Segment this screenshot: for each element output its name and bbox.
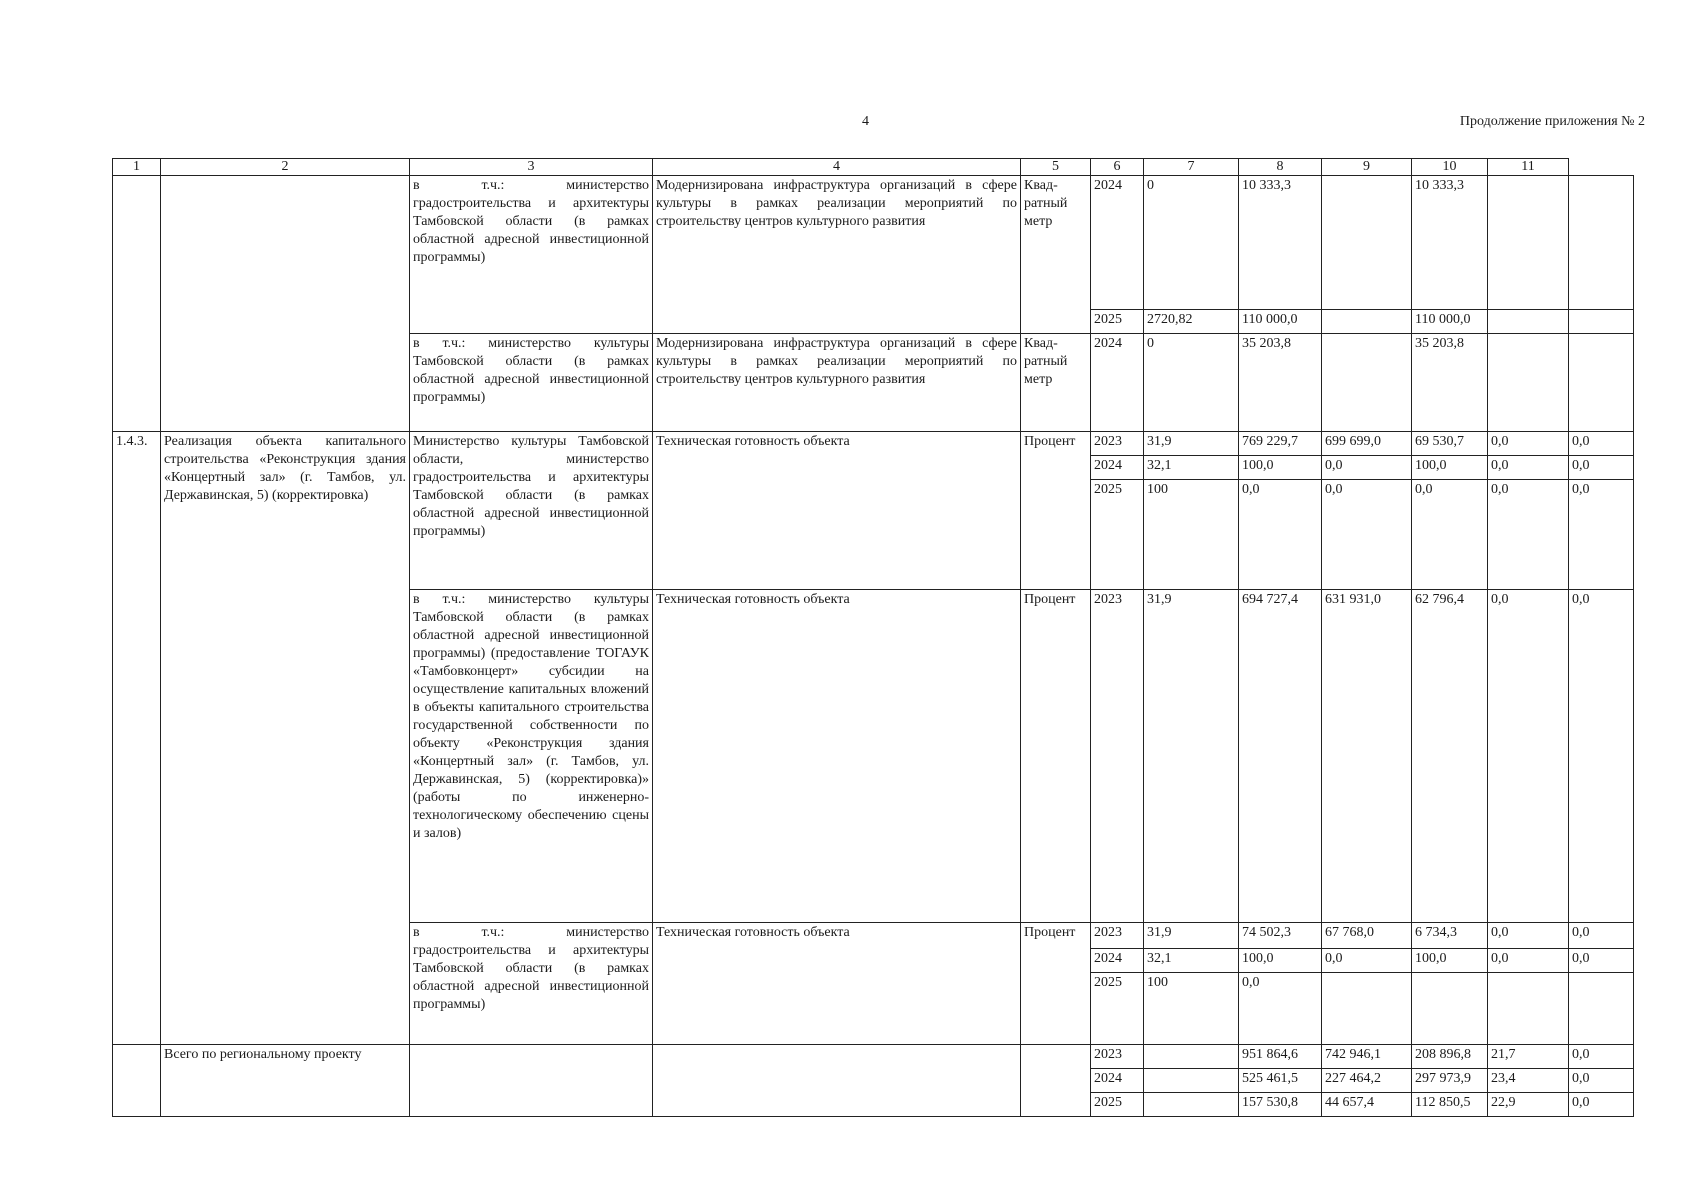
year-cell: 2024 xyxy=(1091,176,1144,310)
number-cell xyxy=(113,176,161,432)
value-cell: 0,0 xyxy=(1569,456,1634,480)
unit-cell: Квад-ратный метр xyxy=(1021,334,1091,432)
year-cell: 2025 xyxy=(1091,310,1144,334)
value-cell xyxy=(1569,973,1634,1045)
unit-cell: Процент xyxy=(1021,432,1091,590)
value-cell: 0,0 xyxy=(1488,432,1569,456)
table-row xyxy=(113,176,1634,310)
result-cell xyxy=(653,1045,1021,1117)
value-cell xyxy=(1322,973,1412,1045)
col-header: 8 xyxy=(1239,159,1322,176)
value-cell: 631 931,0 xyxy=(1322,590,1412,923)
value-cell: 227 464,2 xyxy=(1322,1069,1412,1093)
number-cell: 1.4.3. xyxy=(113,432,161,1045)
year-cell: 2023 xyxy=(1091,1045,1144,1069)
value-cell: 694 727,4 xyxy=(1239,590,1322,923)
value-cell: 0,0 xyxy=(1569,432,1634,456)
value-cell: 208 896,8 xyxy=(1412,1045,1488,1069)
value-cell xyxy=(1569,334,1634,432)
executor-cell: в т.ч.: министерство культуры Тамбовской области (в рамках областной адресной инвестиционной программы) (предоставление ТОГАУК «Тамбовконцерт» субсидии на осуществление капитальных вложений в объекты капитального строительства государственной собственности по объекту «Реконструкция здания «Концертный зал» (г. Тамбов, ул. Державинская, 5) (корректировка)» (работы по инженерно-технологическому обеспечению сцены и залов) xyxy=(410,590,653,923)
value-cell: 0,0 xyxy=(1488,923,1569,949)
year-cell: 2024 xyxy=(1091,334,1144,432)
result-cell: Техническая готовность объекта xyxy=(653,432,1021,590)
table-row xyxy=(113,432,1634,456)
value-cell xyxy=(1412,973,1488,1045)
table-row xyxy=(113,1045,1634,1069)
col-header: 3 xyxy=(410,159,653,176)
executor-cell: в т.ч.: министерство культуры Тамбовской области (в рамках областной адресной инвестиционной программы) xyxy=(410,334,653,432)
value-cell: 112 850,5 xyxy=(1412,1093,1488,1117)
value-cell: 23,4 xyxy=(1488,1069,1569,1093)
value-cell: 32,1 xyxy=(1144,949,1239,973)
col-header: 5 xyxy=(1021,159,1091,176)
value-cell xyxy=(1322,176,1412,310)
value-cell: 35 203,8 xyxy=(1239,334,1322,432)
value-cell: 31,9 xyxy=(1144,590,1239,923)
value-cell xyxy=(1144,1069,1239,1093)
value-cell: 35 203,8 xyxy=(1412,334,1488,432)
value-cell xyxy=(1322,310,1412,334)
col-header: 1 xyxy=(113,159,161,176)
value-cell: 0,0 xyxy=(1569,923,1634,949)
value-cell: 2720,82 xyxy=(1144,310,1239,334)
result-cell: Модернизирована инфраструктура организаций в сфере культуры в рамках реализации мероприятий по строительству центров культурного развития xyxy=(653,176,1021,334)
value-cell: 100,0 xyxy=(1412,456,1488,480)
year-cell: 2025 xyxy=(1091,1093,1144,1117)
value-cell: 0,0 xyxy=(1322,456,1412,480)
result-cell: Техническая готовность объекта xyxy=(653,590,1021,923)
value-cell: 21,7 xyxy=(1488,1045,1569,1069)
value-cell: 0,0 xyxy=(1239,480,1322,590)
page-number: 4 xyxy=(862,114,869,129)
value-cell: 157 530,8 xyxy=(1239,1093,1322,1117)
unit-cell: Квад-ратный метр xyxy=(1021,176,1091,334)
year-cell: 2023 xyxy=(1091,923,1144,949)
value-cell: 100 xyxy=(1144,480,1239,590)
value-cell: 0,0 xyxy=(1569,1069,1634,1093)
value-cell: 100,0 xyxy=(1239,949,1322,973)
value-cell: 100 xyxy=(1144,973,1239,1045)
executor-cell: в т.ч.: министерство градостроительства и архитектуры Тамбовской области (в рамках областной адресной инвестиционной программы) xyxy=(410,923,653,1045)
result-cell: Техническая готовность объекта xyxy=(653,923,1021,1045)
value-cell: 0,0 xyxy=(1322,949,1412,973)
value-cell: 110 000,0 xyxy=(1239,310,1322,334)
value-cell: 69 530,7 xyxy=(1412,432,1488,456)
year-cell: 2025 xyxy=(1091,480,1144,590)
value-cell: 110 000,0 xyxy=(1412,310,1488,334)
name-cell: Реализация объекта капитального строительства «Реконструкция здания «Концертный зал» (г. Тамбов, ул. Державинская, 5) (корректировка) xyxy=(161,432,410,1045)
value-cell: 62 796,4 xyxy=(1412,590,1488,923)
total-label: Всего по региональному проекту xyxy=(161,1045,410,1117)
col-header: 4 xyxy=(653,159,1021,176)
value-cell: 100,0 xyxy=(1412,949,1488,973)
value-cell xyxy=(1569,310,1634,334)
executor-cell: Министерство культуры Тамбовской области, министерство градостроительства и архитектуры Тамбовской области (в рамках областной адресной инвестиционной программы) xyxy=(410,432,653,590)
value-cell: 525 461,5 xyxy=(1239,1069,1322,1093)
value-cell: 6 734,3 xyxy=(1412,923,1488,949)
col-header: 11 xyxy=(1488,159,1569,176)
value-cell: 0,0 xyxy=(1488,590,1569,923)
value-cell xyxy=(1144,1093,1239,1117)
value-cell xyxy=(1322,334,1412,432)
year-cell: 2023 xyxy=(1091,590,1144,923)
value-cell: 0,0 xyxy=(1488,456,1569,480)
unit-cell: Процент xyxy=(1021,923,1091,1045)
program-table xyxy=(112,158,1634,1117)
value-cell xyxy=(1488,334,1569,432)
executor-cell: в т.ч.: министерство градостроительства и архитектуры Тамбовской области (в рамках областной адресной инвестиционной программы) xyxy=(410,176,653,334)
year-cell: 2024 xyxy=(1091,456,1144,480)
value-cell: 0,0 xyxy=(1322,480,1412,590)
value-cell: 297 973,9 xyxy=(1412,1069,1488,1093)
value-cell: 0,0 xyxy=(1488,480,1569,590)
column-number-row xyxy=(113,159,1634,176)
executor-cell xyxy=(410,1045,653,1117)
value-cell: 0,0 xyxy=(1488,949,1569,973)
col-header: 9 xyxy=(1322,159,1412,176)
result-cell: Модернизирована инфраструктура организаций в сфере культуры в рамках реализации мероприятий по строительству центров культурного развития xyxy=(653,334,1021,432)
col-header: 6 xyxy=(1091,159,1144,176)
number-cell xyxy=(113,1045,161,1117)
unit-cell: Процент xyxy=(1021,590,1091,923)
value-cell: 0,0 xyxy=(1569,1093,1634,1117)
value-cell: 0 xyxy=(1144,334,1239,432)
value-cell: 699 699,0 xyxy=(1322,432,1412,456)
value-cell: 0,0 xyxy=(1569,480,1634,590)
year-cell: 2024 xyxy=(1091,1069,1144,1093)
value-cell: 951 864,6 xyxy=(1239,1045,1322,1069)
value-cell: 0 xyxy=(1144,176,1239,310)
unit-cell xyxy=(1021,1045,1091,1117)
value-cell xyxy=(1488,973,1569,1045)
value-cell xyxy=(1488,176,1569,310)
year-cell: 2024 xyxy=(1091,949,1144,973)
col-header: 10 xyxy=(1412,159,1488,176)
name-cell xyxy=(161,176,410,432)
value-cell: 31,9 xyxy=(1144,432,1239,456)
appendix-note: Продолжение приложения № 2 xyxy=(1459,114,1645,129)
value-cell: 31,9 xyxy=(1144,923,1239,949)
value-cell: 0,0 xyxy=(1569,949,1634,973)
value-cell: 22,9 xyxy=(1488,1093,1569,1117)
value-cell: 0,0 xyxy=(1569,590,1634,923)
value-cell: 0,0 xyxy=(1412,480,1488,590)
value-cell: 742 946,1 xyxy=(1322,1045,1412,1069)
value-cell: 0,0 xyxy=(1239,973,1322,1045)
value-cell xyxy=(1144,1045,1239,1069)
value-cell: 32,1 xyxy=(1144,456,1239,480)
year-cell: 2025 xyxy=(1091,973,1144,1045)
value-cell xyxy=(1488,310,1569,334)
value-cell: 10 333,3 xyxy=(1412,176,1488,310)
value-cell: 0,0 xyxy=(1569,1045,1634,1069)
value-cell: 74 502,3 xyxy=(1239,923,1322,949)
value-cell xyxy=(1569,176,1634,310)
year-cell: 2023 xyxy=(1091,432,1144,456)
value-cell: 67 768,0 xyxy=(1322,923,1412,949)
col-header: 7 xyxy=(1144,159,1239,176)
value-cell: 10 333,3 xyxy=(1239,176,1322,310)
value-cell: 100,0 xyxy=(1239,456,1322,480)
value-cell: 44 657,4 xyxy=(1322,1093,1412,1117)
value-cell: 769 229,7 xyxy=(1239,432,1322,456)
col-header: 2 xyxy=(161,159,410,176)
